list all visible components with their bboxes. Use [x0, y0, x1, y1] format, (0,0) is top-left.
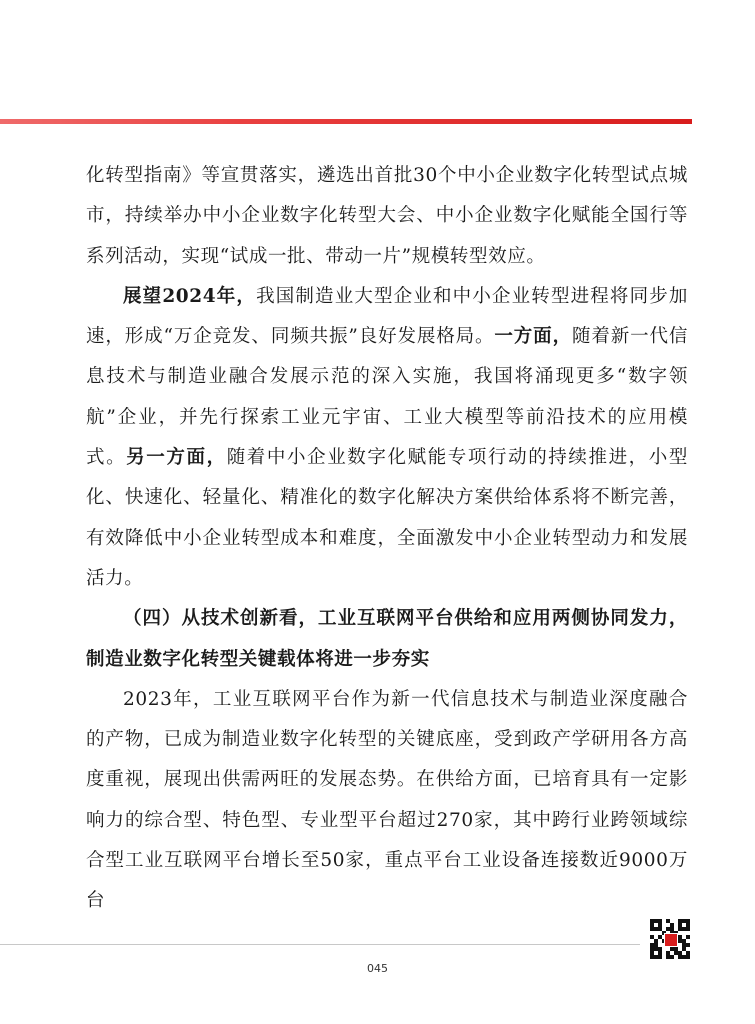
- qr-logo-badge: [664, 933, 678, 947]
- paragraph-2-text-b: 随着新一代信息技术与制造业融合发展示范的深入实施，我国将涌现更多“数字领航”企业，并先行探索工业元宇宙、工业大模型等前沿技术的应用模式。: [86, 326, 688, 469]
- paragraph-1: 化转型指南》等宣贯落实，遴选出首批30个中小企业数字化转型试点城市，持续举办中小企业数字化转型大会、中小企业数字化赋能全国行等系列活动，实现“试成一批、带动一片”规模转型效应。: [86, 165, 688, 267]
- paragraph-2-lead: 展望2024年，: [123, 285, 257, 307]
- document-body: [86, 156, 688, 922]
- paragraph-2-bold-c: 另一方面，: [126, 447, 227, 469]
- header-accent-bar: [0, 119, 692, 124]
- footer-divider: [0, 944, 640, 945]
- section-heading: （四）从技术创新看，工业互联网平台供给和应用两侧协同发力，制造业数字化转型关键载体将进一步夯实: [86, 608, 688, 670]
- paragraph-2-bold-b: 一方面，: [494, 326, 572, 348]
- paragraph-2-text-c: 随着中小企业数字化赋能专项行动的持续推进，小型化、快速化、轻量化、精准化的数字化解决方案供给体系将不断完善，有效降低中小企业转型成本和难度，全面激发中小企业转型动力和发展活力。: [86, 447, 688, 589]
- page-number: 045: [367, 962, 388, 975]
- paragraph-2-text-a: 我国制造业大型企业和中小企业转型进程将同步加速，形成“万企竞发、同频共振”良好发展格局。: [86, 285, 688, 348]
- paragraph-3: 2023年，工业互联网平台作为新一代信息技术与制造业深度融合的产物，已成为制造业数字化转型的关键底座，受到政产学研用各方高度重视，展现出供需两旺的发展态势。在供给方面，已培育具有一定影响力的综合型、特色型、专业型平台超过270家，其中跨行业跨领域综合型工业互联网平台增长至50家，重点平台工业设备连接数近9000万台: [86, 688, 688, 912]
- paragraph-2: [86, 277, 688, 599]
